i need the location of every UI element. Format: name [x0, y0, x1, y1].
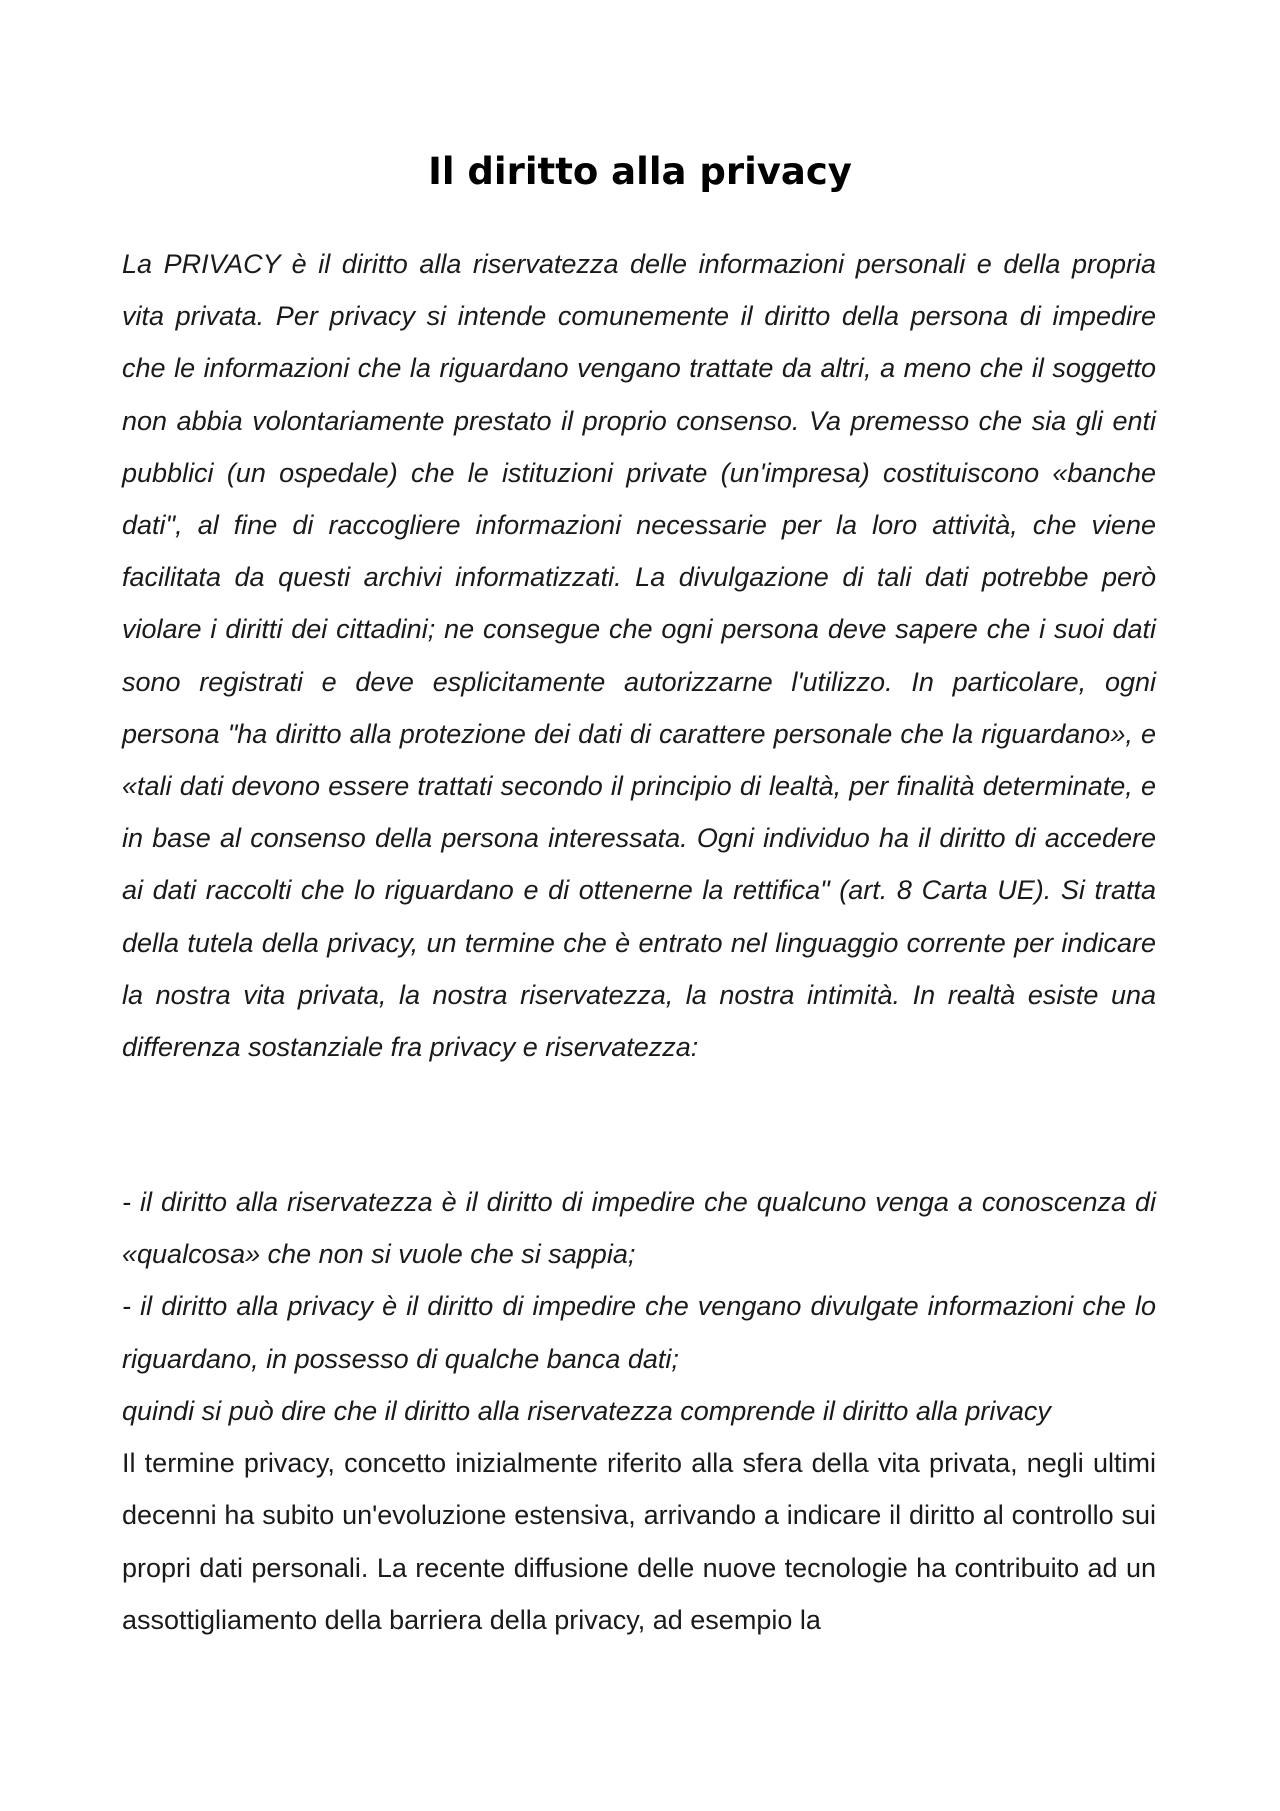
list-item: - il diritto alla privacy è il diritto di impedire che vengano divulgate informazioni che lo riguardano, in possesso di qualche banca dati; — [122, 1291, 1156, 1374]
paragraph-evolution: Il termine privacy, concetto inizialmente riferito alla sfera della vita privata, negli ultimi decenni ha subito un'evoluzione estensiva, arrivando a indicare il diritto al controllo sui propri dati personali. La recente diffusione delle nuove tecnologie ha contribuito ad un assottigliamento della barriera della privacy, ad esempio la — [122, 1448, 1156, 1635]
closing-block — [122, 1385, 1156, 1646]
paragraph-intro: La PRIVACY è il diritto alla riservatezza delle informazioni personali e della propria vita privata. Per privacy si intende comunemente il diritto della persona di impedire che le informazioni che la riguardano vengano trattate da altri, a meno che il soggetto non abbia volontariamente prestato il proprio consenso. Va premesso che sia gli enti pubblici (un ospedale) che le istituzioni private (un'impresa) costituiscono «banche dati", al fine di raccogliere informazioni necessarie per la loro attività, che viene facilitata da questi archivi informatizzati. La divulgazione di tali dati potrebbe però violare i diritti dei cittadini; ne consegue che ogni persona deve sapere che i suoi dati sono registrati e deve esplicitamente autorizzarne l'utilizzo. In particolare, ogni persona "ha diritto alla protezione dei dati di carattere personale che la riguardano», e «tali dati devono essere trattati secondo il principio di lealtà, per finalità determinate, e in base al consenso della persona interessata. Ogni individuo ha il diritto di accedere ai dati raccolti che lo riguardano e di ottenerne la rettifica" (art. 8 Carta UE). Si tratta della tutela della privacy, un termine che è entrato nel linguaggio corrente per indicare la nostra vita privata, la nostra riservatezza, la nostra intimità. In realtà esiste una differenza sostanziale fra privacy e riservatezza: — [122, 249, 1156, 1063]
page-title: Il diritto alla privacy — [428, 150, 852, 193]
list-item: - il diritto alla riservatezza è il diritto di impedire che qualcuno venga a conoscenza di «qualcosa» che non si vuole che si sappia; — [122, 1187, 1156, 1270]
list-block — [122, 1176, 1156, 1385]
paragraph-conclusion: quindi si può dire che il diritto alla riservatezza comprende il diritto alla privacy — [122, 1396, 1051, 1426]
